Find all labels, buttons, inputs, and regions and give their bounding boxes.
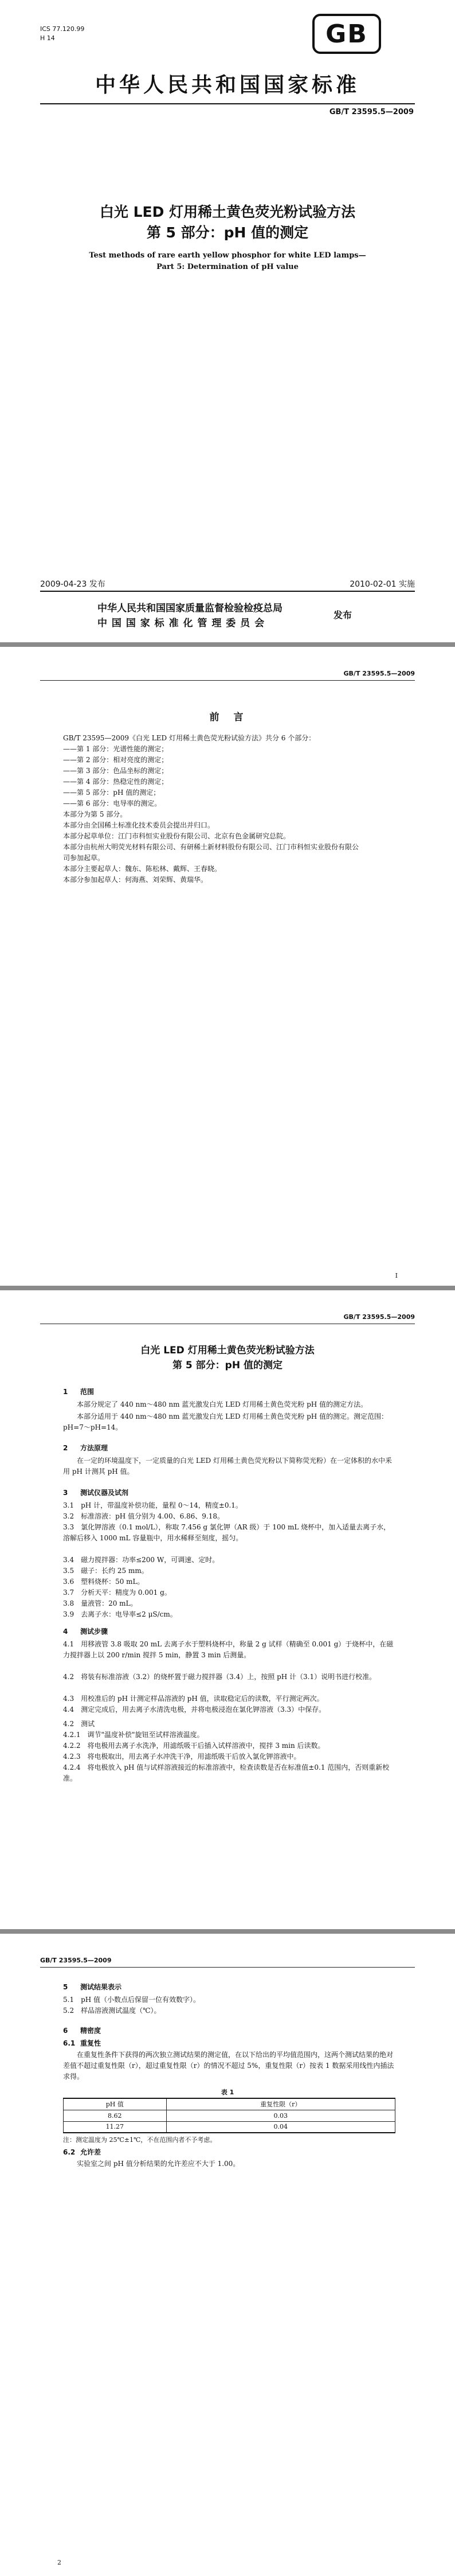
section-6-1-para: 在重复性条件下获得的两次独立测试结果的测定值，在以下给出的平均值范围内，这两个测试结果的绝对差值不超过重复性限（r），超过重复性限（r）的情况不超过 5%，重复性限（r）按表 1 数据采用线性内插法求得。 bbox=[63, 2051, 394, 2081]
section-6-2-para: 实验室之间 pH 值分析结果的允许差应不大于 1.00。 bbox=[77, 2160, 240, 2168]
section-5-heading: 5 测试结果表示 bbox=[63, 1983, 122, 1991]
preface-line: ——第 4 部分：热稳定性的测定； bbox=[63, 778, 168, 786]
preface-heading: 前 言 bbox=[209, 712, 246, 723]
preface-line: ——第 6 部分：电导率的测定。 bbox=[63, 799, 162, 807]
running-header: GB/T 23595.5—2009 bbox=[40, 1957, 112, 1964]
title-zh-line1: 白光 LED 灯用稀土黄色荧光粉试验方法 bbox=[99, 204, 356, 220]
preface-line: 本部分为第 5 部分。 bbox=[63, 810, 127, 818]
section-4-item: 4.1 用移液管 3.8 吸取 20 mL 去离子水于塑料烧杯中，称量 2 g 试样（精确至 0.001 g）于烧杯中，在磁力搅拌器上以 200 r/min 搅拌 5 min，静置 3 min 后测量。 bbox=[63, 1640, 394, 1659]
preface-line: 本部分起草单位：江门市科恒实业股份有限公司、北京有色金属研究总院。 bbox=[63, 832, 291, 840]
table-cell: 0.04 bbox=[166, 2121, 395, 2133]
cover-top-rule bbox=[40, 103, 415, 104]
section-1-heading: 1 范围 bbox=[63, 1388, 95, 1396]
table-row bbox=[64, 2110, 395, 2121]
section-2-para-1: 在一定的环境温度下，一定质量的白光 LED 灯用稀土黄色荧光粉以下简称荧光粉）在一定体积的水中釆用 pH 计测其 pH 值。 bbox=[63, 1457, 392, 1476]
table-caption: 表 1 bbox=[221, 2089, 234, 2096]
section-3-item: 3.6 塑料烧杯：50 mL。 bbox=[63, 1578, 144, 1586]
table-note: 注：测定温度为 25℃±1℃，不在范围内者不予考虑。 bbox=[63, 2136, 217, 2144]
section-4-heading: 4 测试步骤 bbox=[63, 1627, 108, 1636]
section-2-heading: 2 方法原理 bbox=[63, 1444, 108, 1452]
header-rule bbox=[40, 1967, 415, 1968]
section-3-item: 3.1 pH 计，带温度补偿功能，量程 0～14，精度±0.1。 bbox=[63, 1501, 242, 1509]
cover-page bbox=[0, 0, 455, 642]
standard-code: GB/T 23595.5—2009 bbox=[329, 108, 414, 116]
preface-line: 司参加起草。 bbox=[63, 854, 105, 862]
repeatability-table bbox=[63, 2098, 395, 2133]
title-zh-line2: 第 5 部分：pH 值的测定 bbox=[146, 224, 309, 241]
section-4-subitem: 4.2.1 调节"温度补偿"旋钮至试样溶液温度。 bbox=[63, 1731, 204, 1739]
header-rule bbox=[40, 680, 415, 681]
running-header: GB/T 23595.5—2009 bbox=[343, 670, 415, 677]
section-3-item: 3.4 磁力搅拌器：功率≤200 W，可调速、定时。 bbox=[63, 1556, 219, 1564]
table-header-ph: pH 值 bbox=[64, 2098, 167, 2110]
preface-line: ——第 3 部分：色品坐标的测定； bbox=[63, 767, 168, 775]
section-3-item: 3.5 磁子：长约 25 mm。 bbox=[63, 1567, 148, 1575]
table-cell: 8.62 bbox=[64, 2110, 167, 2121]
section-6-1-heading: 6.1 重复性 bbox=[63, 2039, 101, 2047]
section-4-subitem: 4.2.3 将电极取出，用去离子水冲洗干净，用滤纸吸干后放入氯化钾溶液中。 bbox=[63, 1753, 301, 1761]
issuer-line2: 中 国 国 家 标 准 化 管 理 委 员 会 bbox=[97, 618, 265, 629]
issue-date: 2009-04-23 发布 bbox=[40, 580, 105, 589]
preface-line: 本部分由全国稀土标准化技术委员会提出并归口。 bbox=[63, 821, 215, 829]
main-page-1 bbox=[0, 1290, 455, 1929]
preface-line: 本部分参加起草人：何海燕、刘荣辉、黄瑞华。 bbox=[63, 876, 208, 884]
section-6-2-heading: 6.2 允许差 bbox=[63, 2148, 101, 2156]
preface-line: ——第 5 部分：pH 值的测定； bbox=[63, 789, 160, 797]
page-number: I bbox=[395, 1272, 398, 1279]
issuer-line1: 中华人民共和国国家质量监督检验检疫总局 bbox=[97, 603, 283, 614]
implementation-date: 2010-02-01 实施 bbox=[350, 580, 415, 589]
section-4-item: 4.3 用校准后的 pH 计测定样品溶液的 pH 值，读取稳定后的读数，平行测定两次。 bbox=[63, 1695, 324, 1703]
table-cell: 0.03 bbox=[166, 2110, 395, 2121]
gb-logo: GB bbox=[312, 14, 381, 54]
table-header-r: 重复性限（r） bbox=[166, 2098, 395, 2110]
preface-page bbox=[0, 647, 455, 1286]
section-1-para-2: 本部分适用于 440 nm～480 nm 蓝光激发白光 LED 灯用稀土黄色荧光粉 pH 值的测定。测定范围：pH=7～pH=14。 bbox=[63, 1412, 389, 1431]
section-3-heading: 3 测试仪器及试剂 bbox=[63, 1489, 129, 1497]
preface-line: 本部分由杭州大明荧光材料有限公司、有研稀土新材料股份有限公司、江门市科恒实业股份有限公 bbox=[63, 843, 359, 851]
section-3-item: 3.9 去离子水：电导率≤2 μS/cm。 bbox=[63, 1610, 177, 1618]
section-5-item-2: 5.2 样品溶液测试温度（℃）。 bbox=[63, 2007, 161, 2015]
preface-line: ——第 2 部分：相对亮度的测定； bbox=[63, 756, 168, 764]
section-6-heading: 6 精密度 bbox=[63, 2027, 101, 2035]
title-en-line2: Part 5: Determination of pH value bbox=[156, 263, 299, 271]
section-3-item: 3.2 标准溶液：pH 值分别为 4.00、6.86、9.18。 bbox=[63, 1512, 225, 1520]
table-cell: 11.27 bbox=[64, 2121, 167, 2133]
section-3-item: 3.3 氯化钾溶液（0.1 mol/L），称取 7.456 g 氯化钾（AR 级）于 100 mL 烧杯中，加入适量去离子水，溶解后移入 1000 mL 容量瓶中，用水稀释至刻度，摇匀。 bbox=[63, 1523, 391, 1542]
doc-title-line1: 白光 LED 灯用稀土黄色荧光粉试验方法 bbox=[140, 1345, 315, 1356]
issuer-suffix: 发布 bbox=[334, 610, 352, 620]
cover-bottom-rule bbox=[40, 591, 415, 592]
table-row bbox=[64, 2121, 395, 2133]
section-4-item: 4.2 将装有标准溶液（3.2）的烧杯置于磁力搅拌器（3.4）上，按照 pH 计（3.1）说明书进行校准。 bbox=[63, 1673, 376, 1681]
preface-line: 本部分主要起草人：魏东、陈松林、戴辉、王春晓。 bbox=[63, 865, 222, 873]
section-4-subitem: 4.2.4 将电极放入 pH 值与试样溶液接近的标准溶液中，检查读数是否在标准值±0.1 范围内，否则重新校准。 bbox=[63, 1763, 390, 1782]
ics-code: ICS 77.120.99 bbox=[40, 25, 85, 33]
section-5-item-1: 5.1 pH 值（小数点后保留一位有效数字）。 bbox=[63, 1996, 201, 2004]
section-3-item: 3.7 分析天平：精度为 0.001 g。 bbox=[63, 1588, 171, 1597]
preface-line: GB/T 23595—2009《白光 LED 灯用稀土黄色荧光粉试验方法》共分 6 个部分： bbox=[63, 734, 316, 742]
ccs-code: H 14 bbox=[40, 34, 55, 42]
page-number: 2 bbox=[57, 2559, 61, 2566]
section-4-subitem: 4.2 测试 bbox=[63, 1720, 95, 1728]
main-page-2 bbox=[0, 1934, 455, 2576]
title-en-line1: Test methods of rare earth yellow phosphor for white LED lamps— bbox=[89, 251, 366, 260]
section-1-para-1: 本部分规定了 440 nm～480 nm 蓝光激发白光 LED 灯用稀土黄色荧光粉 pH 值的测定方法。 bbox=[77, 1400, 368, 1408]
preface-line: ——第 1 部分：光谱性能的测定； bbox=[63, 745, 168, 753]
running-header: GB/T 23595.5—2009 bbox=[343, 1313, 415, 1321]
doc-title-line2: 第 5 部分：pH 值的测定 bbox=[172, 1360, 283, 1371]
standard-title: 中华人民共和国国家标准 bbox=[95, 73, 360, 97]
section-4-subitem: 4.2.2 将电极用去离子水洗净，用滤纸吸干后插入试样溶液中，搅拌 3 min 后读数。 bbox=[63, 1742, 325, 1750]
section-4-item: 4.4 测定完成后，用去离子水清洗电极，并将电极浸泡在氯化钾溶液（3.3）中保存。 bbox=[63, 1705, 326, 1714]
section-3-item: 3.8 量液管：20 mL。 bbox=[63, 1599, 138, 1607]
